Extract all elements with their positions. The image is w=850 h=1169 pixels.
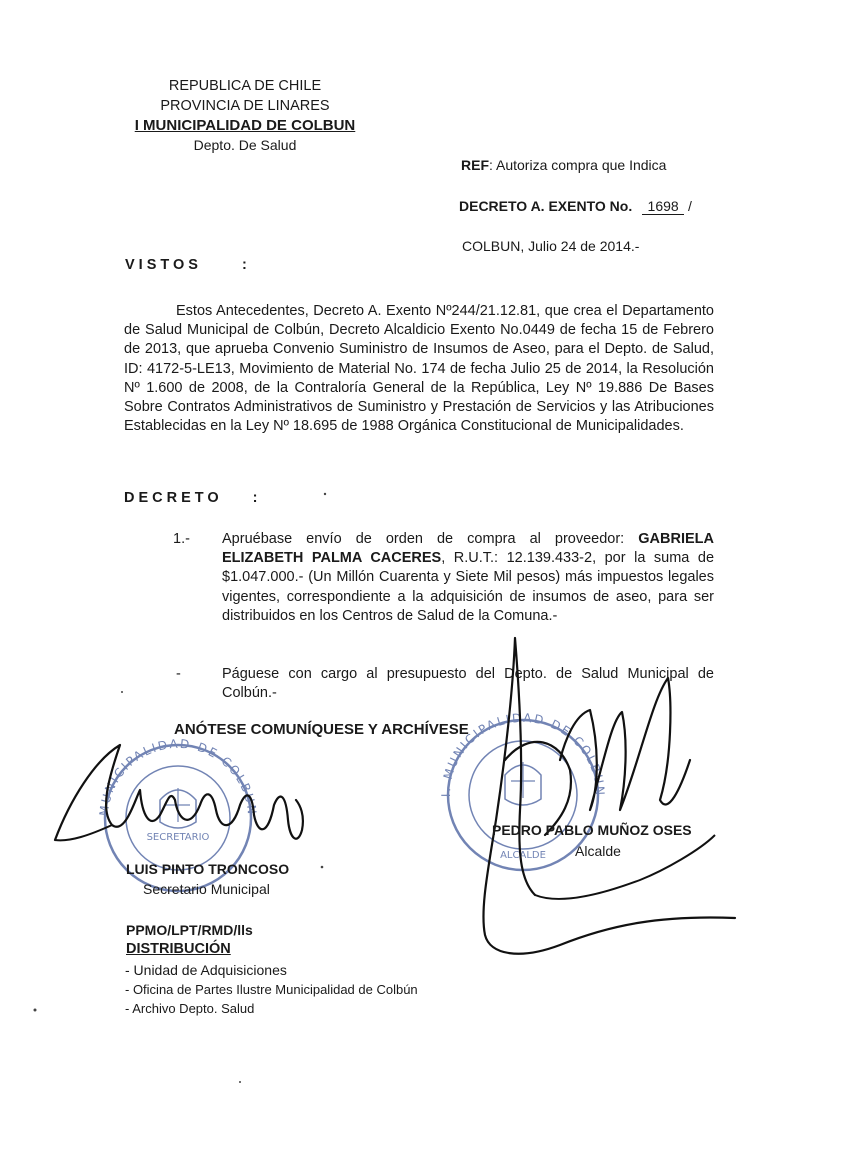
item-2-text: Páguese con cargo al presupuesto del Depto. de Salud Municipal de Colbún.- [222, 666, 714, 702]
signature-left [55, 745, 303, 840]
vistos-colon: : [241, 257, 251, 273]
distribution-heading: DISTRIBUCIÓN [126, 941, 231, 957]
distribution-list [125, 961, 418, 1018]
seal-left-inner: SECRETARIO [146, 832, 210, 843]
vistos-body: Estos Antecedentes, Decreto A. Exento Nº244/21.12.81, que crea el Departamento de Salud Municipal de Colbún, Decreto Alcaldicio Exento No.0449 de fecha 15 de Febrero de 2013, que aprueba Convenio Suministro de Insumos de Aseo, para el Depto. de Salud, ID: 4172-5-LE13, Movimiento de Material No. 174 de fecha Julio 25 de 2014, la Resolución Nº 1.600 de 2008, de la Contraloría General de la República, Ley Nº 19.886 De Bases Sobre Contratos Administrativos de Suministro y Prestación de Servicios y las Atribuciones Establecidas en la Ley Nº 18.695 de 1988 Orgánica Constitucional de Municipalidades. [124, 303, 714, 435]
header-department: Depto. De Salud [193, 137, 297, 153]
left-signatory-name: LUIS PINTO TRONCOSO [126, 861, 290, 877]
item-1-provider: GABRIELA ELIZABETH PALMA CACERES [222, 531, 714, 567]
ref-label: REF [461, 157, 489, 173]
left-signatory-title: Secretario Municipal [143, 881, 270, 897]
date-line: COLBUN, Julio 24 de 2014.- [462, 238, 640, 254]
header-province: PROVINCIA DE LINARES [160, 98, 330, 114]
item-1-text-a: Apruébase envío de orden de compra al proveedor: [222, 531, 639, 547]
distribution-item: - Oficina de Partes Ilustre Municipalidad de Colbún [125, 982, 418, 997]
item-1-text-b: , R.U.T.: 12.139.433-2, por la suma de $1.047.000.- (Un Millón Cuarenta y Siete Mil pesos) más impuestos legales vigentes, correspondiente a la adquisición de insumos de aseo, para ser distribuidos en los Centros de Salud de la Comuna.- [222, 550, 715, 624]
header-municipality: I MUNICIPALIDAD DE COLBUN [134, 117, 356, 134]
item-2-number: - [176, 666, 181, 682]
item-1-number: 1.- [173, 531, 190, 547]
seal-left-text: MUNICIPALIDAD DE COLBUN [96, 736, 260, 817]
decreto-label: DECRETO [124, 490, 223, 506]
signature-right [483, 638, 735, 954]
distribution-item: - Archivo Depto. Salud [125, 1001, 255, 1016]
seal-right-text: I. MUNICIPALIDAD DE COLBUN [438, 710, 608, 798]
decree-label: DECRETO A. EXENTO No. [459, 198, 633, 214]
right-signatory-name: PEDRO PABLO MUÑOZ OSES [492, 822, 692, 838]
distribution-item: - Unidad de Adquisiciones [125, 962, 287, 978]
initials: PPMO/LPT/RMD/lls [126, 922, 253, 938]
right-signatory-title: Alcalde [575, 843, 621, 859]
seal-right-inner: ALCALDE [500, 850, 546, 861]
decree-suffix: / [688, 198, 692, 214]
decree-number: 1698 [642, 198, 684, 215]
vistos-label: VISTOS [125, 257, 202, 273]
header-country: REPUBLICA DE CHILE [168, 78, 322, 94]
ref-text: : Autoriza compra que Indica [489, 157, 667, 173]
decreto-colon: : [252, 490, 262, 506]
closing-line: ANÓTESE COMUNÍQUESE Y ARCHÍVESE [174, 721, 469, 738]
